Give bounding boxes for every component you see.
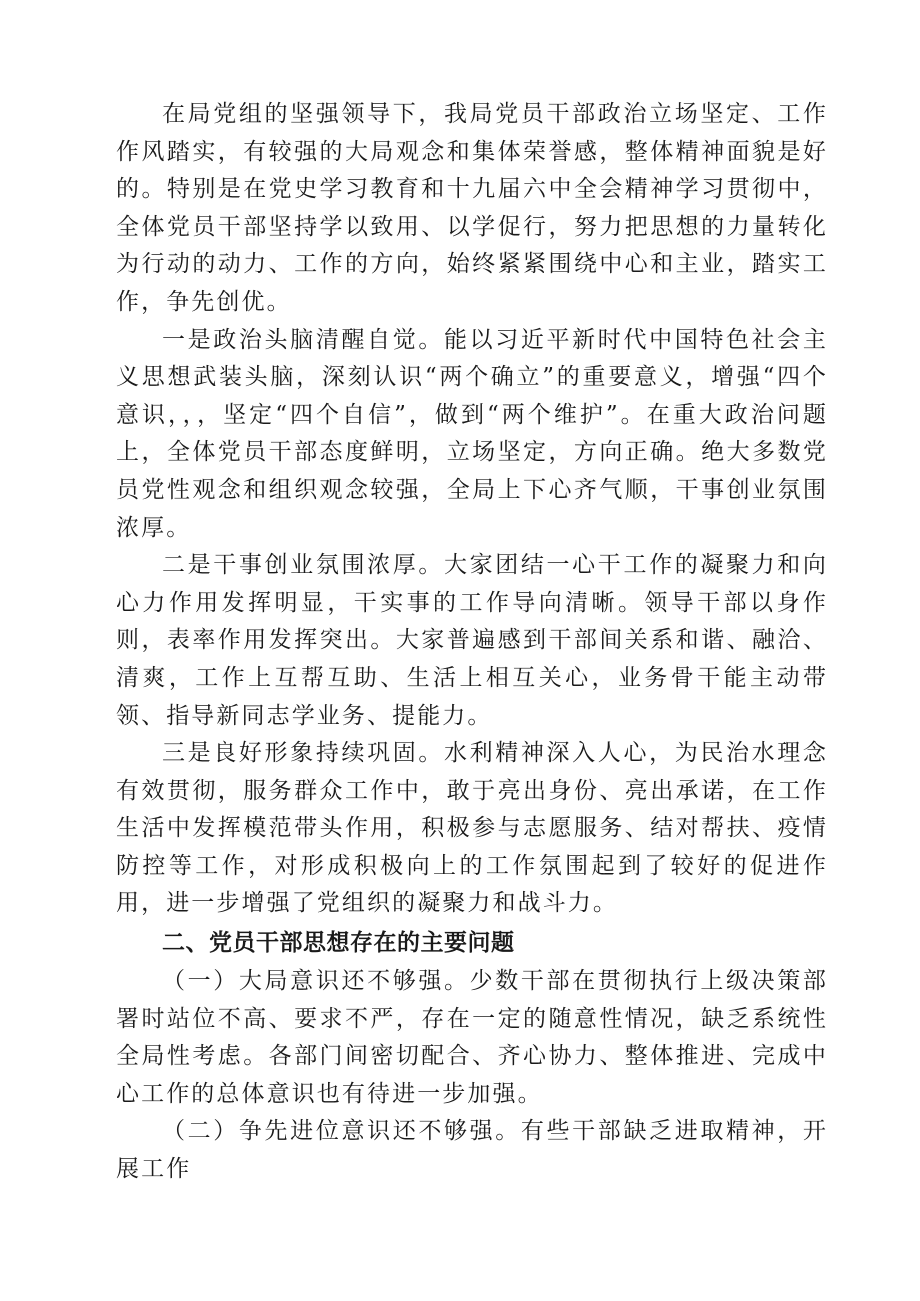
paragraph-good-image: 三是良好形象持续巩固。水利精神深入人心，为民治水理念有效贯彻，服务群众工作中，敢于亮出身份、亮出承诺，在工作生活中发挥模范带头作用，积极参与志愿服务、结对帮扶、疫情防控等工作，对形成积极向上的工作氛围起到了较好的促进作用，进一步增强了党组织的凝聚力和战斗力。	[116, 740, 828, 917]
problem-paragraph-2: （二）争先进位意识还不够强。有些干部缺乏进取精神，开展工作	[116, 1118, 828, 1183]
paragraph-work-atmosphere: 二是干事创业氛围浓厚。大家团结一心干工作的凝聚力和向心力作用发挥明显，干实事的工作导向清晰。领导干部以身作则，表率作用发挥突出。大家普遍感到干部间关系和谐、融洽、清爽，工作上互帮互助、生活上相互关心，业务骨干能主动带领、指导新同志学业务、提能力。	[116, 552, 828, 729]
problem-paragraph-1: （一）大局意识还不够强。少数干部在贯彻执行上级决策部署时站位不高、要求不严，存在一定的随意性情况，缺乏系统性全局性考虑。各部门间密切配合、齐心协力、整体推进、完成中心工作的总体意识也有待进一步加强。	[116, 968, 828, 1107]
intro-paragraph: 在局党组的坚强领导下，我局党员干部政治立场坚定、工作作风踏实，有较强的大局观念和集体荣誉感，整体精神面貌是好的。特别是在党史学习教育和十九届六中全会精神学习贯彻中，全体党员干部坚持学以致用、以学促行，努力把思想的力量转化为行动的动力、工作的方向，始终紧紧围绕中心和主业，踏实工作，争先创优。	[116, 101, 828, 315]
section-heading: 二、党员干部思想存在的主要问题	[162, 930, 515, 957]
paragraph-political-awareness: 一是政治头脑清醒自觉。能以习近平新时代中国特色社会主义思想武装头脑，深刻认识“两个确立”的重要意义，增强“四个意识，，，坚定“四个自信”，做到“两个维护”。在重大政治问题上，全体党员干部态度鲜明，立场坚定，方向正确。绝大多数党员党性观念和组织观念较强，全局上下心齐气顺，干事创业氛围浓厚。	[116, 326, 828, 541]
document-body	[116, 96, 828, 1189]
